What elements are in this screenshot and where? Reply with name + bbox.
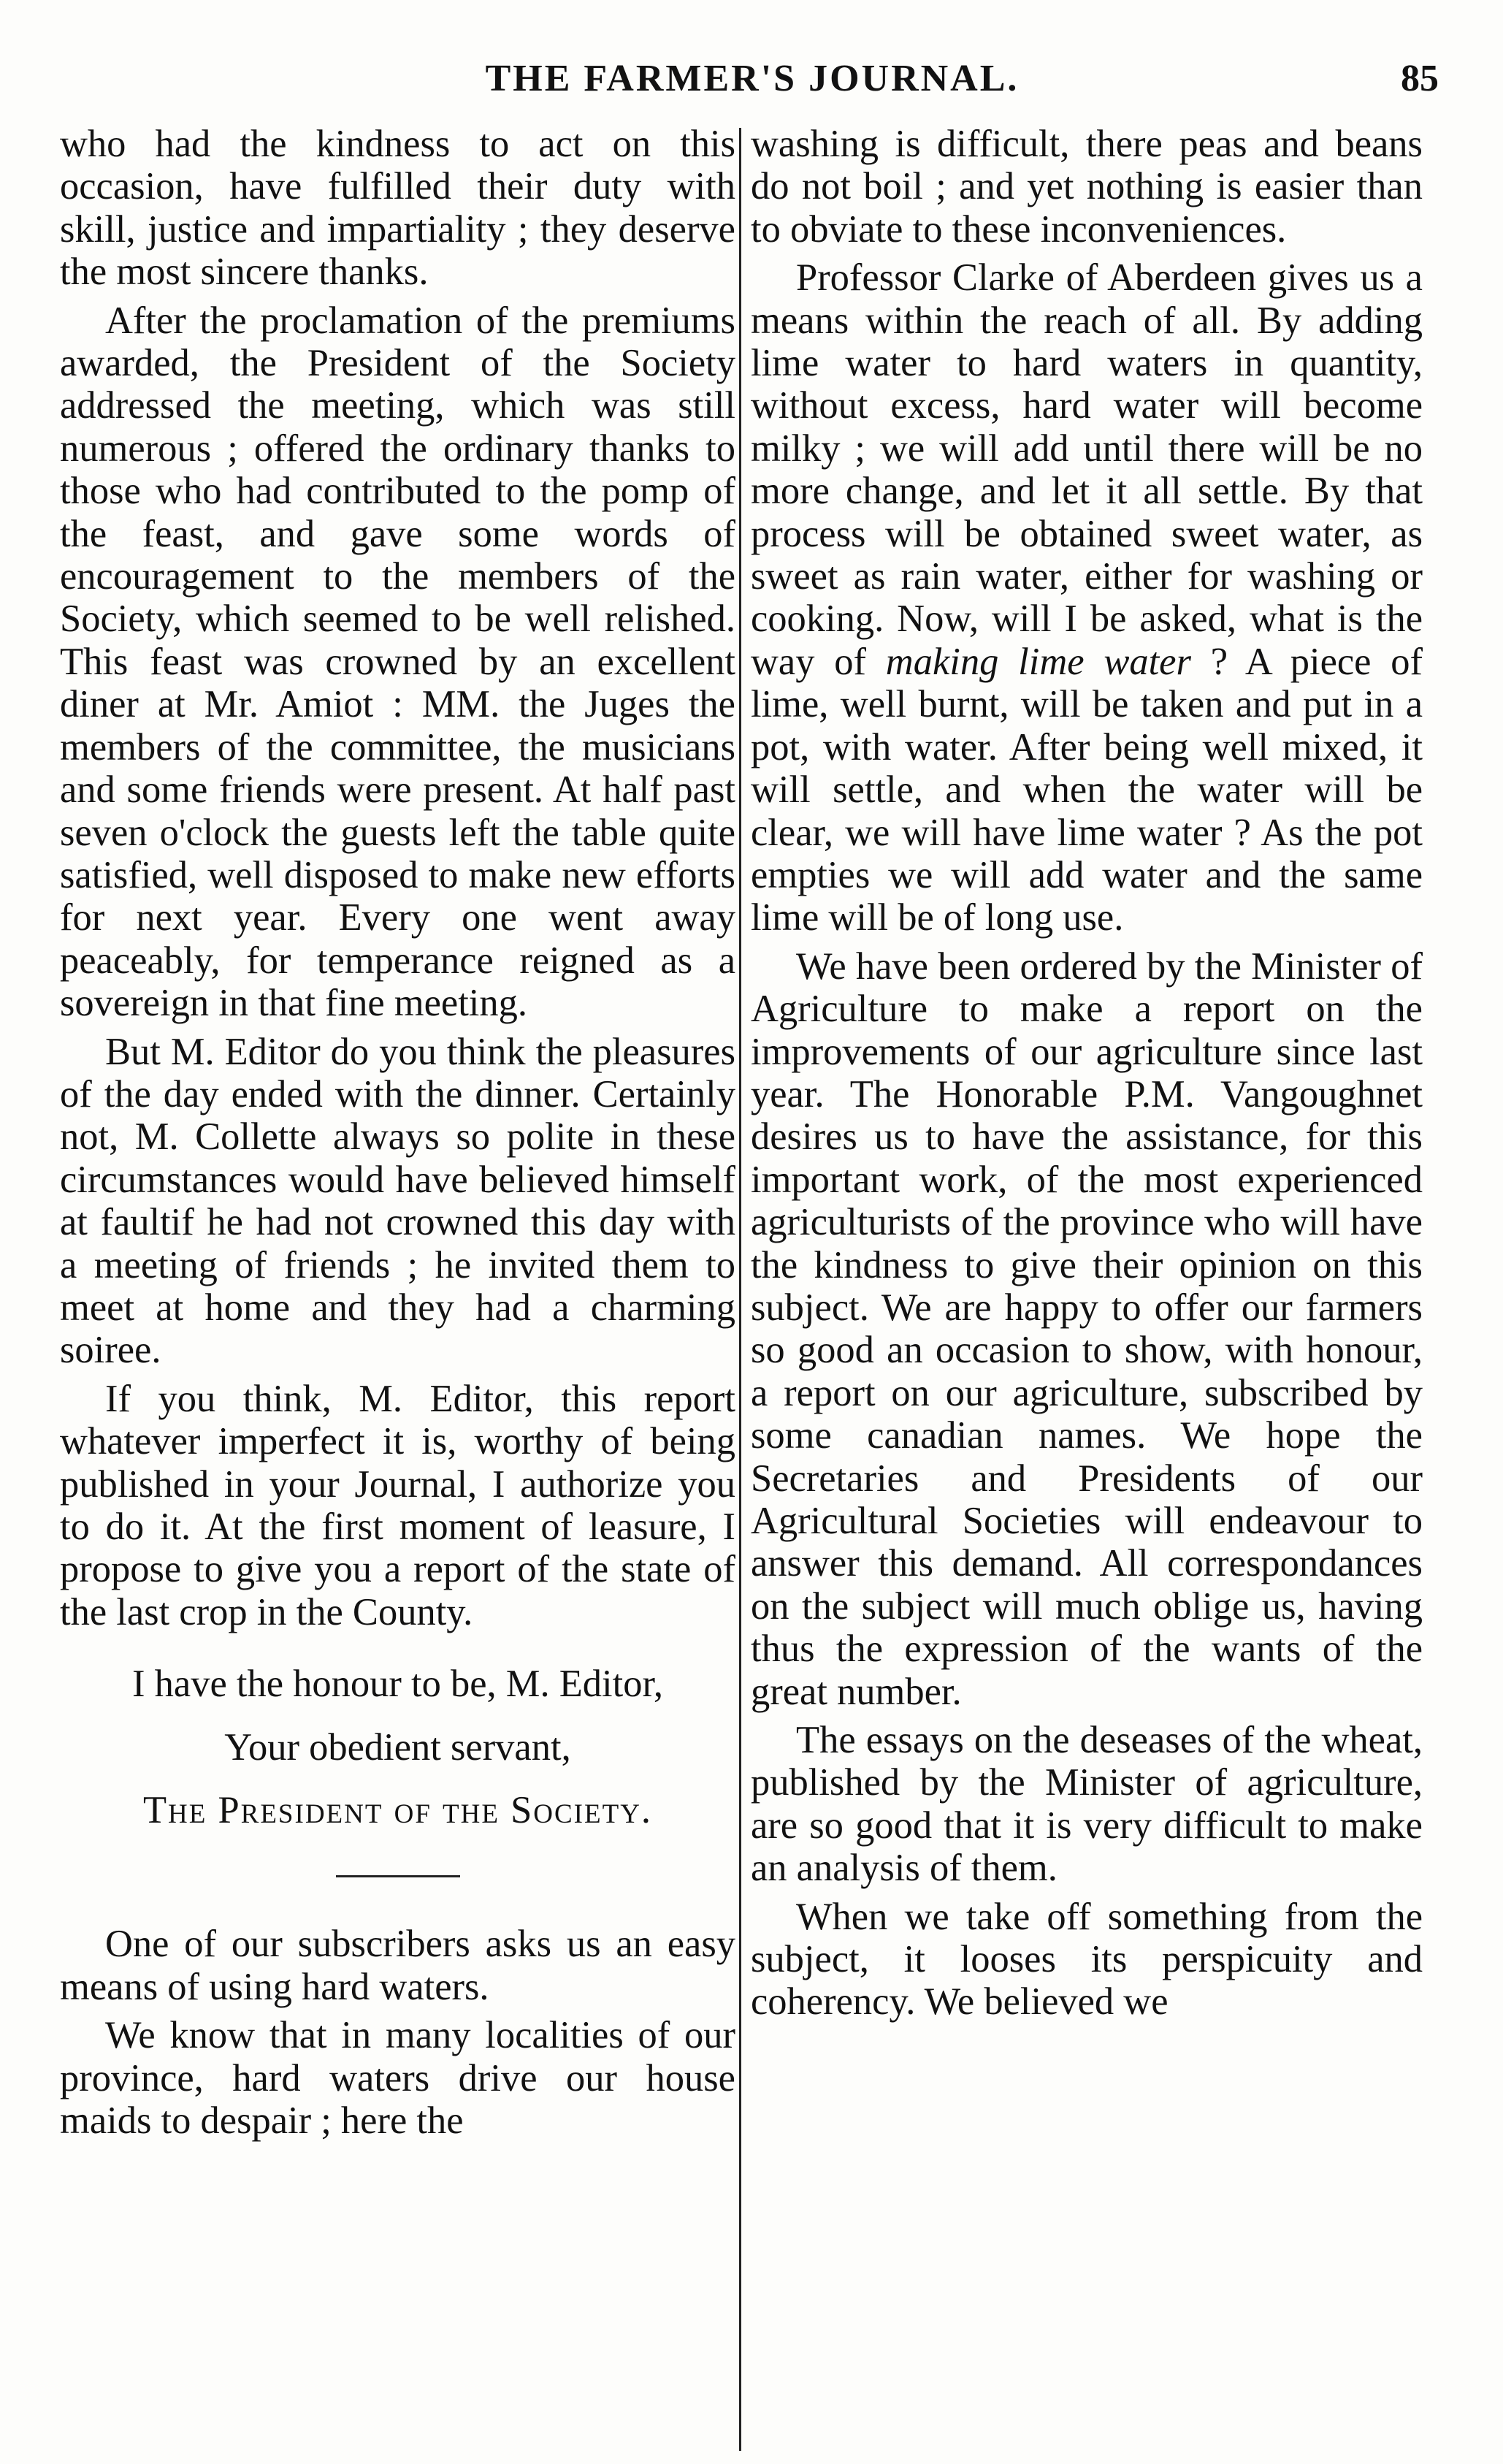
right-column <box>751 123 1423 2029</box>
paragraph: who had the kindness to act on this occasion, have fulfilled their duty with skill, justice and impartiality ; they deserve the most sincere thanks. <box>60 123 735 294</box>
signoff-servant: Your obedient servant, <box>224 1725 571 1769</box>
paragraph: The essays on the deseases of the wheat, published by the Minister of agriculture, are so good that it is very difficult to make an analysis of them. <box>751 1719 1423 1890</box>
paragraph: We have been ordered by the Minister of Agriculture to make a report on the improvements of our agriculture since last year. The Honorable P.M. Vangoughnet desires us to have the assistance, for this important work, of the most experienced agriculturists of the province who will have the kindness to give their opinion on this subject. We are happy to offer our farmers so good an occasion to show, with honour, a report on our agriculture, subscribed by some canadian names. We hope the Secretaries and Presidents of our Agricultural Societies will endeavour to answer this demand. All correspondances on the subject will much oblige us, having thus the expression of the wants of the great number. <box>751 945 1423 1713</box>
running-head <box>66 57 1439 115</box>
section-separator <box>336 1875 460 1877</box>
signoff-signature: The President of the Society. <box>142 1789 653 1832</box>
letter-signoff <box>60 1663 735 1831</box>
paragraph: When we take off something from the subject, it looses its perspicuity and coherency. We believed we <box>751 1895 1423 2024</box>
signoff-salutation: I have the honour to be, M. Editor, <box>132 1663 663 1706</box>
journal-title: THE FARMER'S JOURNAL. <box>485 58 1020 99</box>
italic-phrase: making lime water <box>885 640 1191 683</box>
paragraph: We know that in many localities of our province, hard waters drive our house maids to despair ; here the <box>60 2014 735 2143</box>
paragraph: One of our subscribers asks us an easy means of using hard waters. <box>60 1923 735 2008</box>
paragraph-text: Professor Clarke of Aberdeen gives us a means within the reach of all. By adding lime water to hard waters in quantity, without excess, hard water will become milky ; we will add until there will be no more change, and let it all settle. By that process will be obtained sweet water, as sweet as rain water, either for washing or cooking. Now, will I be asked, what is the way of <box>751 256 1423 683</box>
paragraph: After the proclamation of the premiums awarded, the President of the Society addressed the meeting, which was still numerous ; offered the ordinary thanks to those who had contributed to the pomp of the feast, and gave some words of encouragement to the members of the Society, which seemed to be well relished. This feast was crowned by an excellent diner at Mr. Amiot : MM. the Juges the members of the committee, the musicians and some friends were present. At half past seven o'clock the guests left the table quite satisfied, well disposed to make new efforts for next year. Every one went away peaceably, for temperance reigned as a sovereign in that fine meeting. <box>60 299 735 1025</box>
paragraph: If you think, M. Editor, this report whatever imperfect it is, worthy of being published in your Journal, I authorize you to do it. At the first moment of leasure, I propose to give you a report of the state of the last crop in the County. <box>60 1377 735 1633</box>
page-number: 85 <box>1401 58 1439 99</box>
paragraph-text: ? A piece of lime, well burnt, will be taken and put in a pot, with water. After being well mixed, it will settle, and when the water will be clear, we will have lime water ? As the pot empties we will add water and the same lime will be of long use. <box>751 640 1423 939</box>
paragraph <box>751 256 1423 939</box>
paragraph: But M. Editor do you think the pleasures of the day ended with the dinner. Certainly not, M. Collette always so polite in these circumstances would have believed himself at faultif he had not crowned this day with a meeting of friends ; he invited them to meet at home and they had a charming soiree. <box>60 1030 735 1372</box>
column-divider <box>739 128 741 2451</box>
left-column <box>60 123 735 2148</box>
paragraph: washing is difficult, there peas and beans do not boil ; and yet nothing is easier than to obviate to these inconveniences. <box>751 123 1423 251</box>
